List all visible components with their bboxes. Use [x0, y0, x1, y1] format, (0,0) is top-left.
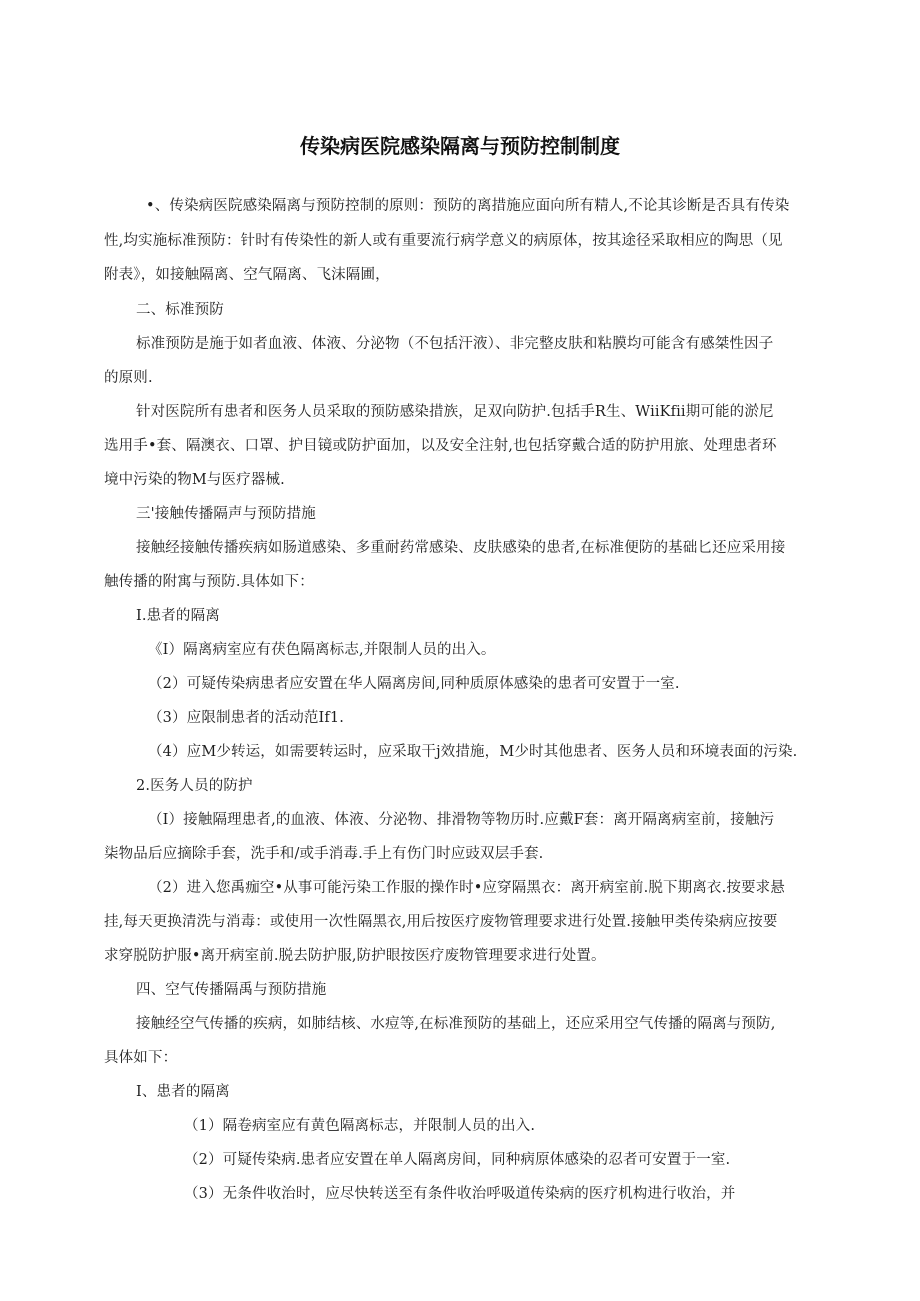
subsection-heading: I.患者的隔离	[136, 608, 220, 624]
paragraph-line: 接触经空气传播的疾病，如肺结核、水痘等,在标准预防的基础上，还应采用空气传播的隔离与预防,	[136, 1016, 776, 1032]
document-title: 传染病医院感染隔离与预防控制制度	[300, 134, 620, 158]
list-item: 《I）隔离病室应有茯色隔离标志,并限制人员的出入。	[148, 642, 496, 658]
paragraph-line: •、传染病医院感染隔离与预防控制的原则：预防的离措施应面向所有精人,不论其诊断是否具有传染	[146, 198, 790, 214]
paragraph-line: 柒物品后应摘除手套，洗手和/或手消毒.手上有伤门时应豉双层手套.	[104, 846, 544, 862]
list-item: （2）进入您禹痂空•从事可能污染工作服的操作时•应穿隔黑衣：离开病室前.脱下期离衣.按要求悬	[148, 880, 785, 896]
paragraph-line: 的原则.	[104, 370, 153, 386]
paragraph-line: 境中污染的物M与医疗器械.	[104, 472, 285, 488]
section-heading: 四、空气传播隔禹与预防措施	[136, 982, 327, 998]
paragraph-line: 挂,每天更换清洗与消毒：或使用一次性隔黑衣,用后按医疗废物管理要求进行处置.接触甲类传染病应按要	[104, 914, 778, 930]
paragraph-line: 触传播的附寓与预防.具体如下：	[104, 574, 314, 590]
paragraph-line: 具体如下：	[104, 1050, 178, 1066]
list-item: （4）应M少转运，如需要转运时，应采取干j效措施，M少时其他患者、医务人员和环境表面的污染.	[148, 744, 798, 760]
list-item: （2）可疑传染病.患者应安置在单人隔离房间，同种病原体感染的忍者可安置于一室.	[184, 1152, 731, 1168]
subsection-heading: 2.医务人员的防护	[136, 778, 253, 794]
paragraph-line: 接触经接触传播疾病如肠道感染、多重耐药常感染、皮肤感染的患者,在标准便防的基础匕还应采用接	[136, 540, 786, 556]
section-heading: 三'接触传播隔声与预防措施	[136, 506, 316, 522]
paragraph-line: 性,均实施标准预防：针时有传染性的新人或有重要流行病学意义的病原体，按其途径采取相应的陶思（见	[104, 233, 783, 249]
list-item: （3）应限制患者的活动范If1.	[148, 710, 345, 726]
paragraph-line: 选用手•套、隔澳衣、口罩、护目镜或防护面加，以及安全注射,也包括穿戴合适的防护用旅、处理患者环	[104, 438, 777, 454]
list-item: （3）无条件收治时，应尽快转送至有条件收治呼吸道传染病的医疗机构进行收治，并	[184, 1186, 736, 1202]
list-item: （2）可疑传染病患者应安置在华人隔离房间,同种质原体感染的患者可安置于一室.	[148, 676, 680, 692]
paragraph-line: 标准预防是施于如者血液、体液、分泌物（不包括汗液）、非完整皮肤和粘膜均可能含有感桀性因子	[136, 336, 774, 352]
paragraph-line: 针对医院所有患者和医务人员采取的预防感染措族，足双向防护.包括手R生、WiiKfii期可能的淤尼	[136, 404, 774, 420]
paragraph-line: 求穿脱防护服•离开病室前.脱去防护服,防护眼按医疗废物管理要求进行处置。	[104, 948, 606, 964]
list-item: （I）接触隔理患者,的血液、体液、分泌物、排滑物等物历时.应戴F套：离开隔离病室前，接触污	[148, 812, 775, 828]
paragraph-line: 附表》，如接触隔离、空气隔离、飞沫隔圃，	[104, 267, 390, 283]
section-heading: 二、标准预防	[136, 302, 224, 318]
subsection-heading: I、患者的隔离	[136, 1084, 230, 1100]
list-item: （1）隔卷病室应有黄色隔离标志，并限制人员的出入.	[184, 1118, 536, 1134]
